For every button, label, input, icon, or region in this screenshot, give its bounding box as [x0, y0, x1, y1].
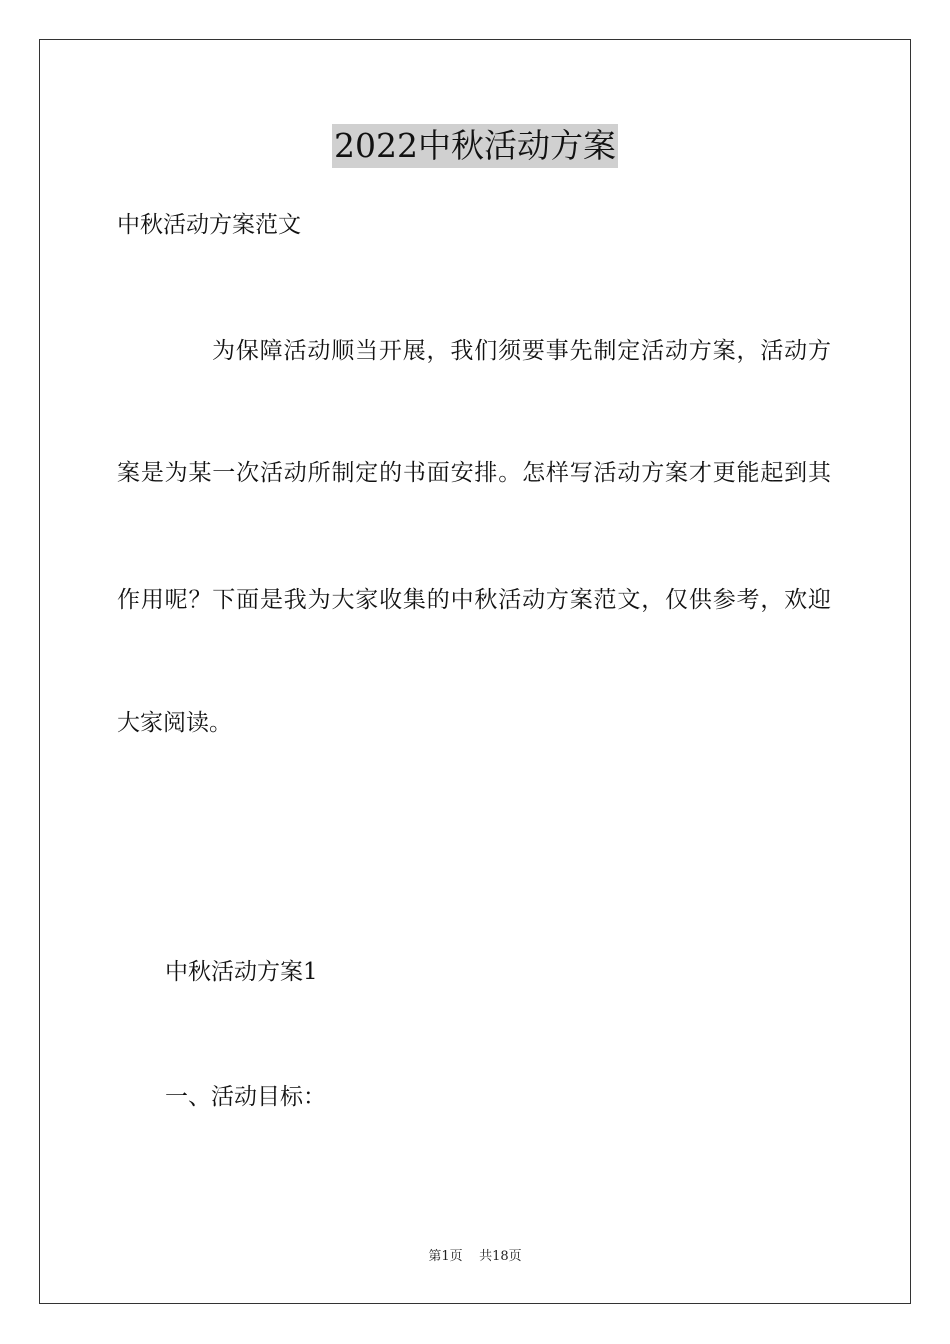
page-number: 第1页 [428, 1249, 463, 1264]
title-container [0, 124, 950, 168]
page-total: 共18页 [479, 1249, 522, 1264]
section-heading: 中秋活动方案1 [165, 959, 318, 985]
intro-line-3: 作用呢？下面是我为大家收集的中秋活动方案范文，仅供参考，欢迎 [117, 587, 831, 613]
page-title: 2022中秋活动方案 [332, 124, 618, 168]
page-footer [0, 1248, 950, 1266]
intro-line-2: 案是为某一次活动所制定的书面安排。怎样写活动方案才更能起到其 [117, 460, 831, 486]
intro-line-1: 为保障活动顺当开展，我们须要事先制定活动方案，活动方 [212, 338, 831, 364]
subtitle: 中秋活动方案范文 [117, 212, 301, 238]
item-heading: 一、活动目标： [165, 1084, 326, 1110]
intro-line-4: 大家阅读。 [117, 710, 232, 736]
